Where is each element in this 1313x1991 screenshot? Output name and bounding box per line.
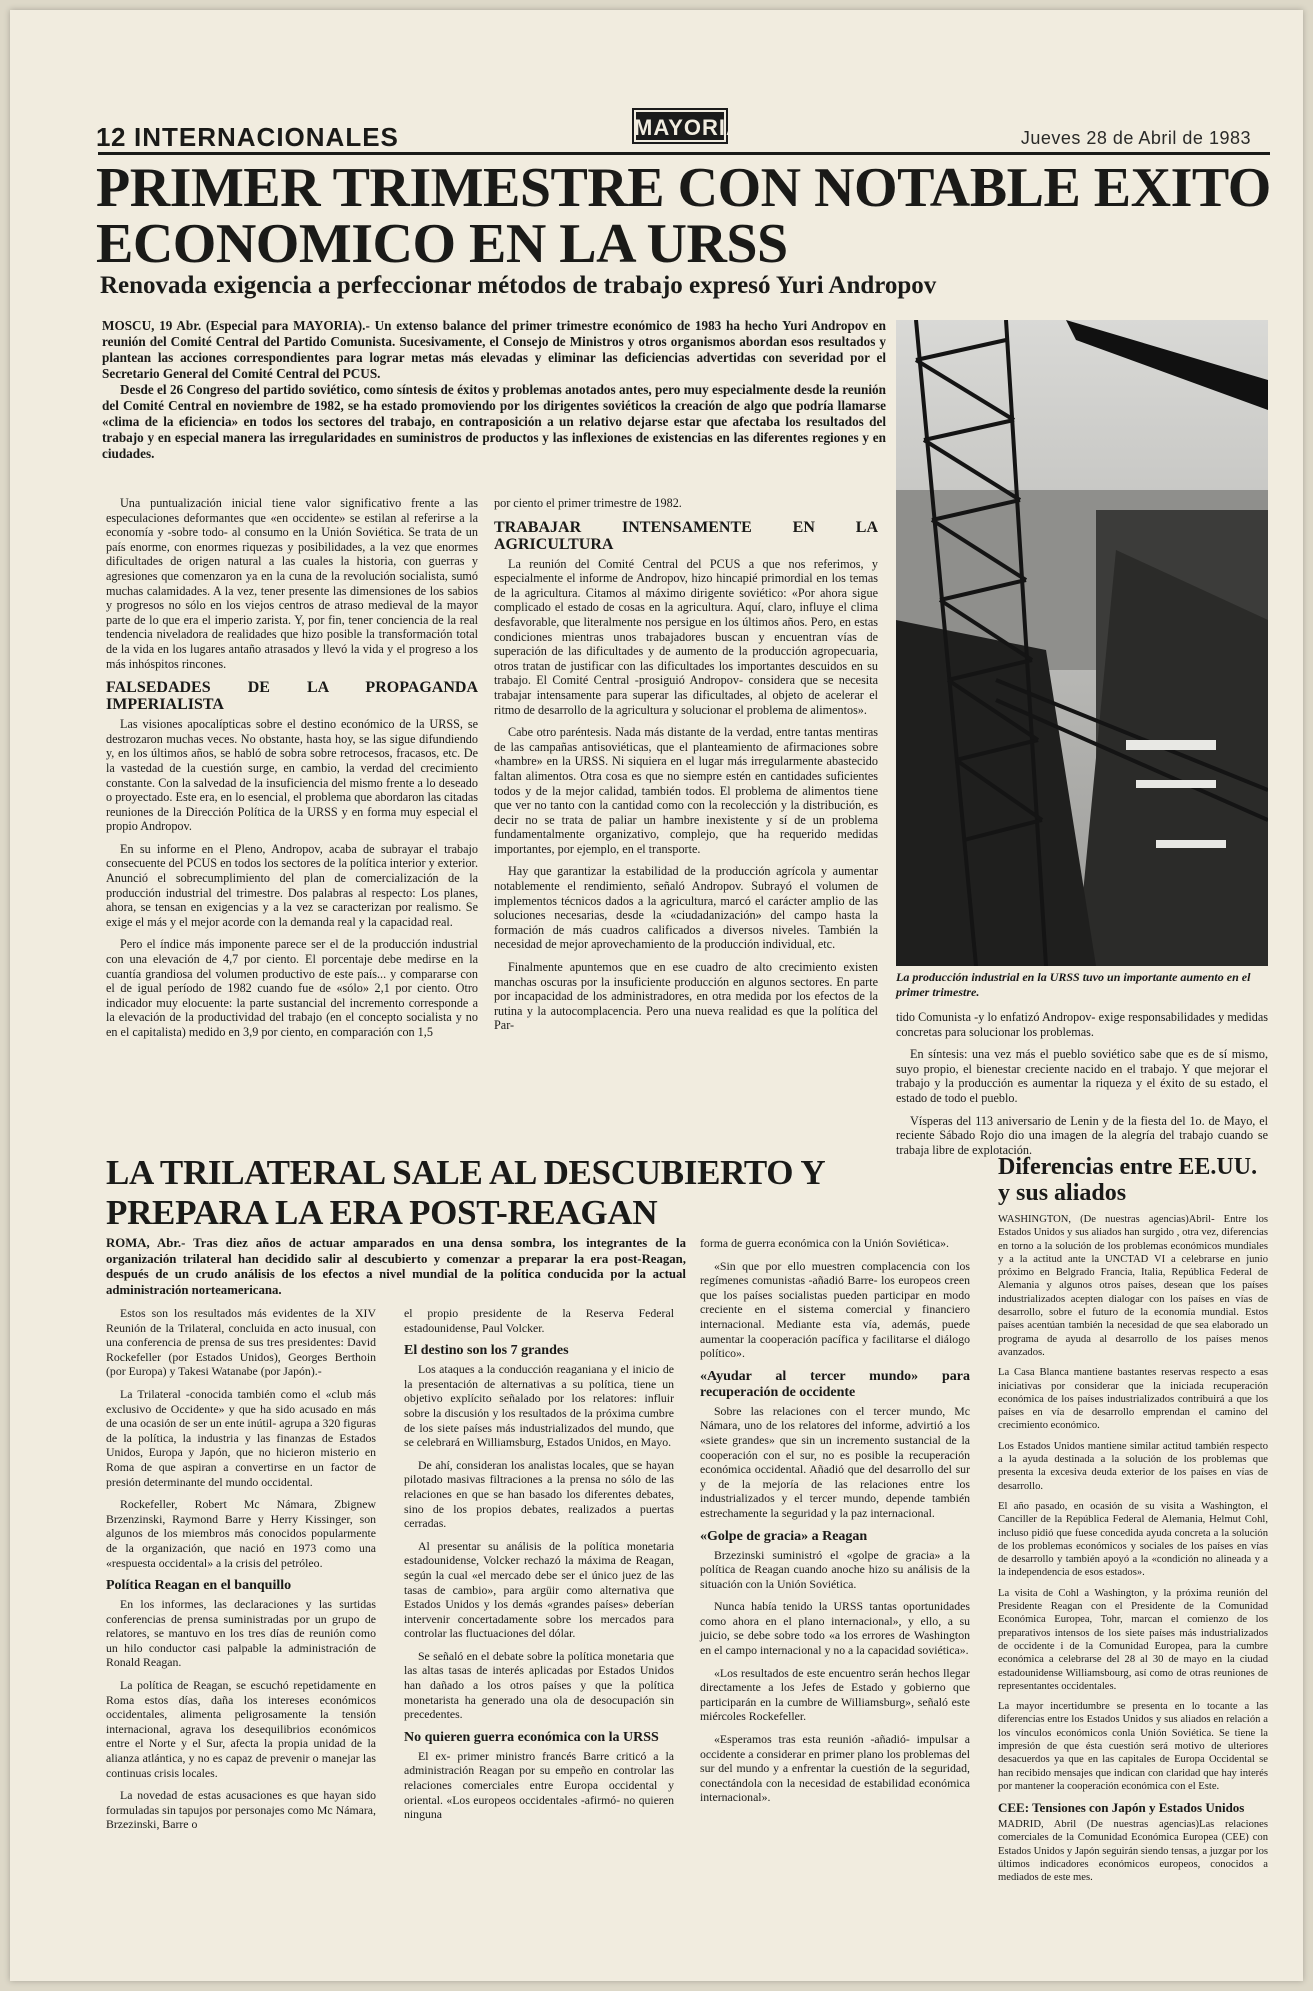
body-paragraph: En síntesis: una vez más el pueblo soviético sabe que es de sí mismo, suyo propio, el bienestar creciente nacido en el trabajo. Y que mejorar el trabajo y la producción es aumentar la riqueza y el éxito de su estado, el estado de todo el pueblo. bbox=[896, 1047, 1268, 1105]
body-paragraph: Brzezinski suministró el «golpe de gracia» a la política de Reagan cuando anoche hizo su análisis de la situación con la Unión Soviética. bbox=[700, 1547, 970, 1591]
subhead: El destino son los 7 grandes bbox=[404, 1343, 569, 1359]
article1-column-3 bbox=[896, 1010, 1268, 1165]
subhead: «Ayudar al tercer mundo» para recuperación de occidente bbox=[700, 1368, 970, 1400]
sidebar-article bbox=[998, 1213, 1268, 1892]
body-paragraph: La Casa Blanca mantiene bastantes reservas respecto a esas iniciativas por considerar que la iniciada recuperación económica de los países industrializados contribuirá a que los países en vía de desarrollo emprendan el camino del crecimiento económico. bbox=[998, 1367, 1268, 1432]
body-paragraph: Los ataques a la conducción reaganiana y el inicio de la presentación de alternativas a su política, tiene un objetivo explícito señalado por los relatores: influir sobre la discusión y los resultados de la próxima cumbre de los siete países más industrializados del mundo, que se celebrará en Williamsburg, Estados Unidos, en Mayo. bbox=[404, 1362, 674, 1450]
body-paragraph: Estos son los resultados más evidentes de la XIV Reunión de la Trilateral, concluida en acto inusual, con una conferencia de prensa de sus tres presidentes: David Rockefeller (por Estados Unidos), Georges Berthoin (por Europa) y Takesi Watanabe (por Japón).- bbox=[106, 1306, 376, 1379]
article1-column-1 bbox=[106, 496, 478, 1048]
article1-column-2 bbox=[494, 496, 878, 1041]
article2-column-1 bbox=[106, 1306, 376, 1840]
lead-paragraph: Desde el 26 Congreso del partido soviético, como síntesis de éxitos y problemas anotados antes, pero muy especialmente desde la reunión del Comité Central en noviembre de 1982, se ha estado promoviendo por los dirigentes soviéticos la creación de algo que podría llamarse «clima de la eficiencia» en todos los sectores del trabajo, en contraposición a un relativo dejarse estar que afectaba los resultados del trabajo y en especial manera las irregularidades en suministros de productos y las inflexiones de existencias en las diferentes regiones y en ciudades. bbox=[102, 382, 886, 461]
body-paragraph: El año pasado, en ocasión de su visita a Washington, el Canciller de la República Federal de Alemania, Helmut Cohl, incluso pidió que fuese concedida ayuda concreta a la solución de los problemas económicos y sociales de los países en vías de desarrollo y también apoyó a la «condición no alineada y a la independencia de esos estados». bbox=[998, 1500, 1268, 1579]
body-paragraph: Al presentar su análisis de la política monetaria estadounidense, Volcker rechazó la máxima de Reagan, según la cual «el mercado debe ser el único juez de las tasas de cambio», para argüir como alternativa que Estados Unidos y los demás «grandes países» deberían intervenir concertadamente sobre los mercados para controlar las fluctuaciones del dólar. bbox=[404, 1538, 674, 1641]
subhead: No quieren guerra económica con la URSS bbox=[404, 1729, 659, 1745]
subhead: TRABAJAR INTENSAMENTE EN LA AGRICULTURA bbox=[494, 518, 878, 553]
article1-deck: Renovada exigencia a perfeccionar métodos de trabajo expresó Yuri Andropov bbox=[100, 272, 937, 299]
body-paragraph: Vísperas del 113 aniversario de Lenin y de la fiesta del 1o. de Mayo, el reciente Sábado Rojo dio una imagen de la alegría del trabajo cuando se trabaja libre de explotación. bbox=[896, 1113, 1268, 1157]
newspaper-logo: MAYORIA bbox=[632, 108, 728, 144]
body-paragraph: forma de guerra económica con la Unión Soviética». bbox=[700, 1236, 949, 1250]
body-paragraph: «Sin que por ello muestren complacencia con los regímenes comunistas -añadió Barre- los europeos creen que los países socialistas pueden participar en modo creciente en el sistema comercial y financiero internacional. Mediante esta vía, además, puede aumentar la cooperación pacífica y facilitarse el diálogo político». bbox=[700, 1258, 970, 1361]
subhead: CEE: Tensiones con Japón y Estados Unidos bbox=[998, 1800, 1245, 1816]
body-paragraph: Las visiones apocalípticas sobre el destino económico de la URSS, se destrozaron muchas veces. No obstante, hasta hoy, se las sigue difundiendo y, en los últimos años, se habló de sobra sobre retrocesos, fracasos, etc. De la vastedad de la cuestión surge, en cambio, la verdad del crecimiento constante. Con la salvedad de la insuficiencia del mismo frente a lo deseado o proyectado. Este era, en lo esencial, el problema que abordaron las citadas reuniones de la Dirección Política de la URSS y en forma muy especial el propio Andropov. bbox=[106, 717, 478, 834]
body-paragraph: «Esperamos tras esta reunión -añadió- impulsar a occidente a considerar en primer plano los problemas del sur del mundo y a enfrentar la cuestión de la seguridad, conectándola con la necesidad de estabilidad económica internacional». bbox=[700, 1732, 970, 1805]
body-paragraph: WASHINGTON, (De nuestras agencias)Abril- Entre los Estados Unidos y sus aliados han surgido , otra vez, diferencias en torno a la solución de los problemas económicos mundiales y a la actitud ante la UNCTAD VI a celebrarse en junio próximo en Belgrado Francia, Italia, República Federal de Alemania y algunos otros países, desean que los países industrializados acepten dialogar con los países en vías de desarrollo, sobre el futuro de la economía mundial. Estos países acentúan también la necesidad de que sea elaborado un programa de ayuda al desarrollo de los países menos avanzados. bbox=[998, 1214, 1268, 1358]
subhead: Política Reagan en el banquillo bbox=[106, 1578, 292, 1594]
subhead: «Golpe de gracia» a Reagan bbox=[700, 1528, 868, 1544]
body-paragraph: La novedad de estas acusaciones es que hayan sido formuladas sin tapujos por personajes como Mc Námara, Brzezinski, Barre o bbox=[106, 1788, 376, 1832]
body-paragraph: En su informe en el Pleno, Andropov, acaba de subrayar el trabajo consecuente del PCUS en todos los sectores de la política interior y exterior. Anunció el sobrecumplimiento del plan de comercialización de la producción industrial del trimestre. Dos palabras al respecto: Los planes, ahora, se tensan en exigencias y a la vez se caracterizan por realismo. Se exige el más y el mejor acorde con la demanda real y la capacidad real. bbox=[106, 841, 478, 929]
body-paragraph: La mayor incertidumbre se presenta en lo tocante a las diferencias entre los Estados Unidos y sus aliados en relación a los vínculos económicos conla Unión Soviética. Se tiene la impresión de que ésta cuestión será motivo de ulteriores desacuerdos ya que en las capitales de Europa Occidental se han recibido mensajes que indican con claridad que hay interés por mantener la cooperación económica con el Este. bbox=[998, 1701, 1268, 1792]
body-paragraph: De ahí, consideran los analistas locales, que se hayan pilotado masivas filtraciones a la prensa no sólo de las relaciones en que se han basado los diferentes debates, sino de los propios debates, realizados a puertas cerradas. bbox=[404, 1457, 674, 1531]
body-paragraph: En los informes, las declaraciones y las surtidas conferencias de prensa suministradas por un grupo de relatores, se mantuvo en los tres días de reunión como un hilo conductor casi palpable la administración de Ronald Reagan. bbox=[106, 1597, 376, 1670]
body-paragraph: Sobre las relaciones con el tercer mundo, Mc Námara, uno de los relatores del informe, advirtió a los «siete grandes» que sin un incremento sustancial de la cooperación con el sur, no es posible la recuperación económica occidental. Añadió que del desarrollo del sur y de la mejoría de las relaciones entre los industrializados y el tercer mundo, depende también estrechamente la seguridad y la paz internacional. bbox=[700, 1403, 970, 1520]
article2-headline: LA TRILATERAL SALE AL DESCUBIERTO Y PREPARA LA ERA POST-REAGAN bbox=[106, 1153, 825, 1232]
body-paragraph: Finalmente apuntemos que en ese cuadro de alto crecimiento existen manchas oscuras por la insuficiente producción en algunos sectores. En parte por incapacidad de los administradores, en otra medida por los efectos de la rutina y la autocomplacencia. Pero una nueva realidad es que la política del Par- bbox=[494, 960, 878, 1033]
subhead: FALSEDADES DE LA PROPAGANDA IMPERIALISTA bbox=[106, 679, 478, 714]
body-paragraph: «Los resultados de este encuentro serán hechos llegar directamente a los Jefes de Estado y gobierno que participarán en la cumbre de Williamsburg», señaló este miércoles Rockefeller. bbox=[700, 1665, 970, 1724]
newspaper-page bbox=[10, 10, 1303, 1981]
body-paragraph: Rockefeller, Robert Mc Námara, Zbignew Brzenzinski, Raymond Barre y Herry Kissinger, son algunos de los miembros más conocidos popularmente de la organización, que nació en 1973 como una «respuesta occidental» a la crisis del petróleo. bbox=[106, 1497, 376, 1570]
issue-date: Jueves 28 de Abril de 1983 bbox=[1020, 128, 1251, 148]
body-paragraph: Cabe otro paréntesis. Nada más distante de la verdad, entre tantas mentiras de las campañas antisoviéticas, que el planteamiento de afirmaciones sobre «hambre» en la URSS. Ni siquiera en el lugar más irregularmente abastecido faltan alimentos. Otra cosa es que no siempre estén en cantidades suficientes todos y de la mejor calidad, también todos. El problema de alimentos tiene que ver no tanto con la cantidad como con la recolección y la distribución, es decir no se trata de paliar un hambre inexistente y sí de un problema fundamentalmente organizativo, complejo, que ha requerido medidas importantes, por ejemplo, en el transporte. bbox=[494, 725, 878, 856]
body-paragraph: por ciento el primer trimestre de 1982. bbox=[494, 496, 682, 510]
body-paragraph: el propio presidente de la Reserva Federal estadounidense, Paul Volcker. bbox=[404, 1306, 674, 1335]
sidebar-title: Diferencias entre EE.UU. y sus aliados bbox=[998, 1154, 1258, 1206]
article2-lead: ROMA, Abr.- Tras diez años de actuar amparados en una densa sombra, los integrantes de la organización trilateral han decidido salir al descubierto y comenzar a preparar la era post-Reagan, después de un crudo análisis de los efectos a nivel mundial de la política conducida por la actual administración norteamericana. bbox=[106, 1236, 686, 1297]
photo-caption: La producción industrial en la URSS tuvo un importante aumento en el primer trimestre. bbox=[896, 970, 1251, 999]
header-rule bbox=[98, 152, 1270, 155]
article1-lead bbox=[102, 318, 886, 462]
article2-column-2 bbox=[404, 1306, 674, 1830]
article2-column-3 bbox=[700, 1236, 970, 1813]
body-paragraph: La reunión del Comité Central del PCUS a que nos referimos, y especialmente el informe de Andropov, hizo hincapié primordial en los temas de la agricultura. Citamos al máximo dirigente soviético: «Por ahora sigue complicado el estado de cosas en la agricultura. Aquí, claro, influye el clima desfavorable, que literalmente nos persigue en los últimos años. Pero, en estas condiciones mientras unos trabajadores buscan y encuentran vías de superación de las dificultades y de aumento de la producción agropecuaria, otros tratan de justificar con las dificultades los importantes descuidos en su trabajo. El Comité Central -prosiguió Andropov- considera que se necesita trabajar intensamente para superar las dificultades, al objeto de acelerar el ritmo de desarrollo de la agricultura y solucionar el problema de alimentos». bbox=[494, 556, 878, 717]
body-paragraph: La política de Reagan, se escuchó repetidamente en Roma estos días, daña los intereses económicos occidentales, alimenta peligrosamente la tensión internacional, agrava los desequilibrios económicos entre el Norte y el Sur, afecta la propia unidad de la alianza atlántica, y no es capaz de prevenir o manejar las continuas crisis locales. bbox=[106, 1678, 376, 1780]
body-paragraph: Nunca había tenido la URSS tantas oportunidades como ahora en el plano internacional», y ello, a su juicio, se debe sobre todo «a los errores de Washington en el campo internacional y no a la capacidad soviética». bbox=[700, 1599, 970, 1658]
body-paragraph: El ex- primer ministro francés Barre criticó a la administración Reagan por su empeño en controlar las relaciones comerciales entre Europa occidental y oriental. «Los europeos occidentales -afirmó- no quieren ninguna bbox=[404, 1748, 674, 1822]
body-paragraph: Pero el índice más imponente parece ser el de la producción industrial con una elevación de 4,7 por ciento. El porcentaje debe medirse en la cuantía grandiosa del volumen productivo de este país... y compararse con el de igual período de 1982 cuando fue de «sólo» 2,1 por ciento. Otro indicador muy elocuente: la parte sustancial del incremento corresponde a la elevación de la productividad del trabajo (en el concepto socialista y no en el capitalista) medido en 3,9 por ciento, en comparación con 1,5 bbox=[106, 937, 478, 1039]
body-paragraph: La visita de Cohl a Washington, y la próxima reunión del Presidente Reagan con el Presidente de la Comunidad Económica Europea, Tohr, marcan el comienzo de los preparativos intensos de los siete países más industrializados de occidente i de la Comunidad Europea, para la cumbre económica a celebrarse del 28 al 30 de mayo en la ciudad estadounidense Williamsbourg, así como de otras reuniones de representantes occidentales. bbox=[998, 1587, 1268, 1692]
article1-headline: PRIMER TRIMESTRE CON NOTABLE EXITO ECONOMICO EN LA URSS bbox=[96, 157, 1271, 275]
body-paragraph: Una puntualización inicial tiene valor significativo frente a las especulaciones deformantes que «en occidente» se estilan al referirse a la economía y -sobre todo- al consumo en la Unión Soviética. Se trata de un país enorme, con enormes riquezas y posibilidades, a la vez que enormes dificultades de origen natural a las cuales la historia, con guerras y agresiones que comenzaron ya en la cuna de la revolución socialista, sumó muchas calamidades. A la vez, tener presente las dimensiones de los sabios y progresos no sólo en los viejos centros de atraso medieval de la mayor parte de lo que era el imperio zarista. Y, por fin, tener conciencia de la real tendencia niveladora de realidades que hizo posible la transformación total de la vida en los lugares antaño atrasados y llevó la vida y el progreso a los más inhóspitos rincones. bbox=[106, 496, 478, 671]
crane-shipyard-image bbox=[896, 320, 1268, 966]
body-paragraph: Se señaló en el debate sobre la política monetaria que las altas tasas de interés aplicadas por Estados Unidos han dañado a los otros países y que la política monetarista ha generado una ola de desocupación sin precedentes. bbox=[404, 1648, 674, 1722]
industrial-photo bbox=[896, 320, 1268, 966]
lead-paragraph: MOSCU, 19 Abr. (Especial para MAYORIA).- Un extenso balance del primer trimestre económico de 1983 ha hecho Yuri Andropov en reunión del Comité Central del Partido Comunista. Sucesivamente, el Consejo de Ministros y otros organismos abordan esos resultados y plantean las acciones correspondientes para lograr metas más elevadas y eliminar las deficiencias advertidas con severidad por el Secretario General del Comité Central del PCUS. bbox=[102, 318, 886, 381]
section-title: INTERNACIONALES bbox=[134, 122, 399, 152]
body-paragraph: MADRID, Abril (De nuestras agencias)Las relaciones comerciales de la Comunidad Económica Europea (CEE) con Estados Unidos y Japón seguirán siendo tensas, a juzgar por los últimos indicadores económicos europeos, conocidos a mediados de este mes. bbox=[998, 1819, 1268, 1884]
page-number: 12 bbox=[96, 122, 126, 152]
body-paragraph: La Trilateral -conocida también como el «club más exclusivo de Occidente» y que ha sido acusado en más de una ocasión de ser un ente inútil- agrupa a 320 figuras de la política, la industria y las finanzas de Estados Unidos, Europa y Japón, que no hicieron misterio en Roma de que aspiran a convertirse en un factor de presión determinante del mundo occidental. bbox=[106, 1386, 376, 1489]
body-paragraph: Hay que garantizar la estabilidad de la producción agrícola y aumentar notablemente el rendimiento, señaló Andropov. Subrayó el volumen de implementos técnicos dados a la agricultura, marcó el carácter amplio de las soluciones necesarias, desde la «ciudadanización» del campo hasta la formación de más cuadros calificados a diversos niveles. También la necesidad de mejor aprovechamiento de la producción individual, etc. bbox=[494, 864, 878, 952]
body-paragraph: tido Comunista -y lo enfatizó Andropov- exige responsabilidades y medidas concretas para solucionar los problemas. bbox=[896, 1010, 1268, 1039]
body-paragraph: Los Estados Unidos mantiene similar actitud también respecto a la ayuda destinada a la solución de los problemas que presenta la excesiva deuda exterior de los países en vías de desarrollo. bbox=[998, 1440, 1268, 1492]
